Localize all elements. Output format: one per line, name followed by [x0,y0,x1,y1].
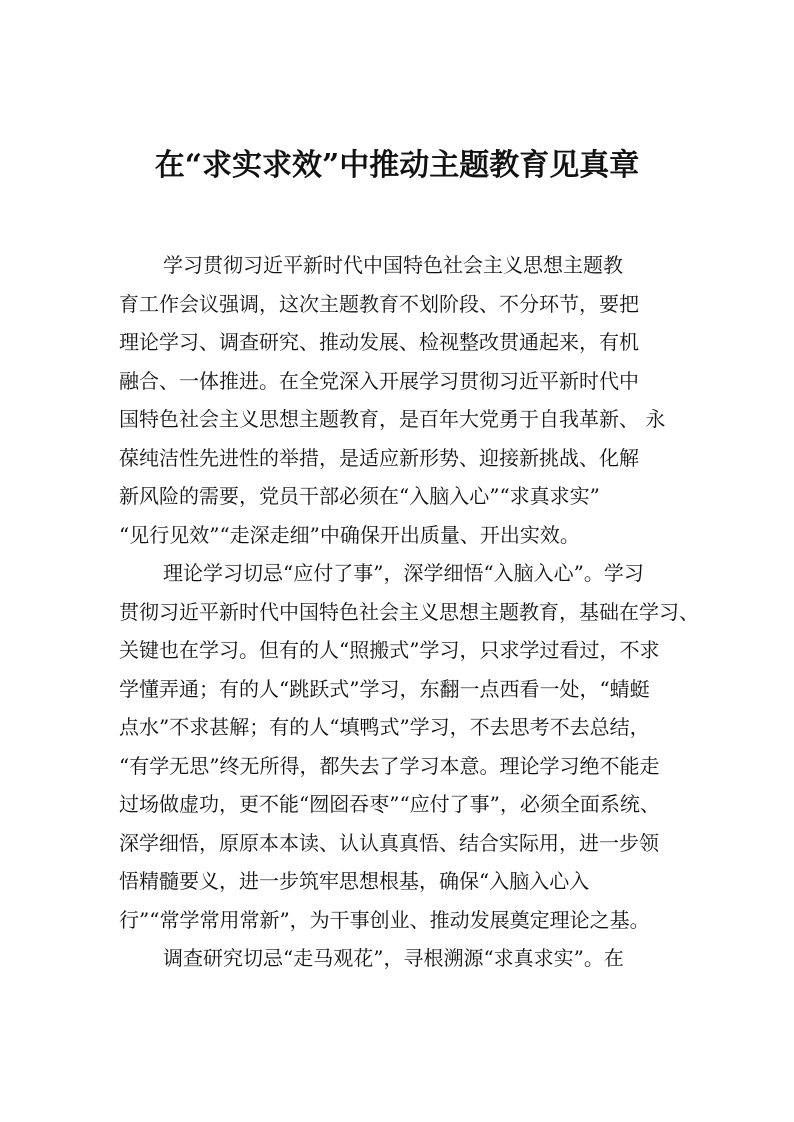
paragraph-2-line-2: 贯彻习近平新时代中国特色社会主义思想主题教育，基础在学习、 [119,599,699,624]
paragraph-2-line-5: 点水”不求甚解；有的人“填鸭式”学习，不去思考不去总结， [119,715,650,739]
paragraph-1-line-3: 理论学习、调查研究、推动发展、检视整改贯通起来，有机 [119,330,639,354]
paragraph-1-line-7: 新风险的需要，党员干部必须在“入脑入心”“求真求实” [119,484,600,508]
paragraph-2-line-6: “有学无思”终无所得，都失去了学习本意。理论学习绝不能走 [119,753,660,778]
paragraph-1-line-8: “见行见效”“走深走细”中确保开出质量、开出实效。 [119,522,580,547]
paragraph-2-line-3: 关键也在学习。但有的人“照搬式”学习，只求学过看过，不求 [119,638,660,662]
paragraph-2-line-9: 悟精髓要义，进一步筑牢思想根基，确保“入脑入心入 [119,869,590,893]
paragraph-2-line-10: 行”“常学常用常新”，为干事创业、推动发展奠定理论之基。 [119,907,650,932]
paragraph-1-line-4: 融合、一体推进。在全党深入开展学习贯彻习近平新时代中 [119,368,639,393]
paragraph-3-line-1: 调查研究切忌“走马观花”，寻根溯源“求真求实”。在 [163,946,624,970]
paragraph-1-line-5: 国特色社会主义思想主题教育，是百年大党勇于自我革新、 永 [119,407,666,431]
document-body [119,246,699,978]
paragraph-2-line-7: 过场做虚功，更不能“囫囵吞枣”“应付了事”，必须全面系统、 [119,792,660,816]
document-title: 在“求实求效”中推动主题教育见真章 [154,148,640,183]
paragraph-1-line-6: 葆纯洁性先进性的举措，是适应新形势、迎接新挑战、化解 [119,445,639,470]
paragraph-2-line-1: 理论学习切忌“应付了事”，深学细悟“入脑入心”。学习 [163,561,644,585]
paragraph-1-line-2: 育工作会议强调，这次主题教育不划阶段、不分环节，要把 [119,291,639,316]
paragraph-2-line-8: 深学细悟，原原本本读、认认真真悟、结合实际用，进一步领 [119,830,659,855]
paragraph-1-line-1: 学习贯彻习近平新时代中国特色社会主义思想主题教 [163,253,623,277]
paragraph-2-line-4: 学懂弄通；有的人“跳跃式”学习，东翻一点西看一处，“蜻蜓 [119,676,650,701]
